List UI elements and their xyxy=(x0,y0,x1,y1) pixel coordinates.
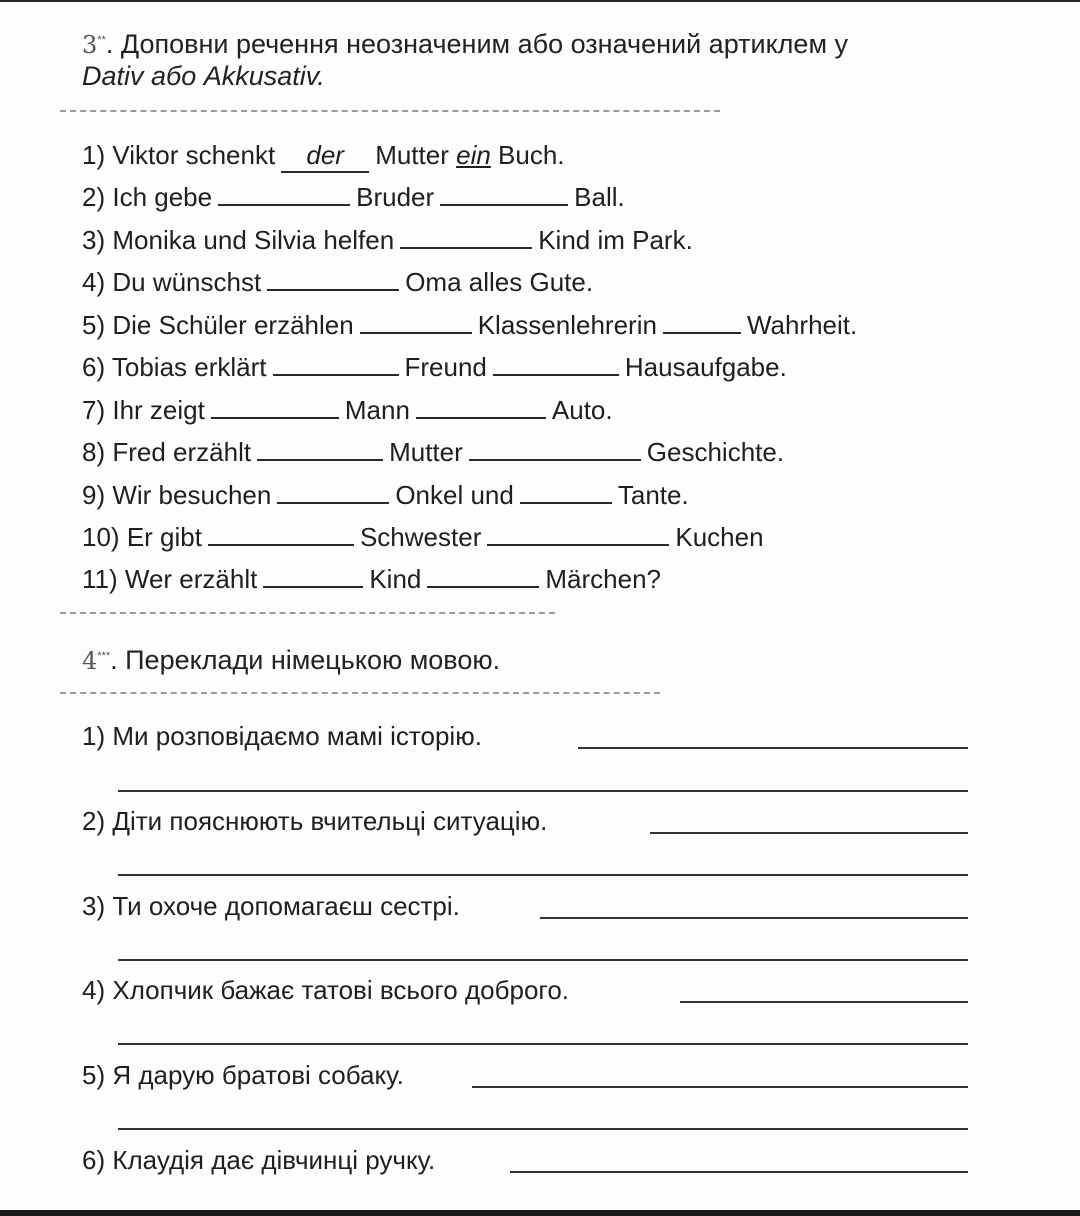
answer-line[interactable] xyxy=(540,917,968,919)
task3-item-1: 1) Viktor schenkt der Mutter ein Buch. xyxy=(82,139,565,173)
answer-blank[interactable] xyxy=(211,395,339,419)
answer-blank[interactable] xyxy=(520,480,612,504)
task4-item-2: 2) Діти пояснюють вчительці ситуацію. xyxy=(82,806,548,836)
answer-blank[interactable] xyxy=(400,225,532,249)
answer-blank[interactable] xyxy=(416,395,546,419)
answer-line[interactable] xyxy=(472,1086,968,1088)
task3-item-7: 7) Ihr zeigt Mann Auto. xyxy=(82,395,613,425)
scan-top-edge xyxy=(0,0,1080,2)
task3-item-6: 6) Tobias erklärt Freund Hausaufgabe. xyxy=(82,352,787,382)
task4-item-6: 6) Клаудія дає дівчинці ручку. xyxy=(82,1145,436,1175)
task4-item-1: 1) Ми розповідаємо мамі історію. xyxy=(82,721,482,751)
answer-line[interactable] xyxy=(578,747,968,749)
answer-blank[interactable] xyxy=(427,564,539,588)
answer-blank[interactable] xyxy=(493,352,619,376)
divider xyxy=(60,612,555,614)
task3-item-10: 10) Er gibt Schwester Kuchen xyxy=(82,522,764,552)
divider xyxy=(60,110,720,112)
task4-instruction: Переклади німецькою мовою. xyxy=(125,645,501,675)
answer-line[interactable] xyxy=(118,790,968,792)
answer-line[interactable] xyxy=(118,1043,968,1045)
answer-blank[interactable] xyxy=(257,437,383,461)
task3-item-5: 5) Die Schüler erzählen Klassenlehrerin Wahrheit. xyxy=(82,310,858,340)
answer-blank[interactable]: der xyxy=(281,139,369,173)
answer-line[interactable] xyxy=(680,1001,968,1003)
task3-number: 3 xyxy=(82,31,98,59)
answer-line[interactable] xyxy=(118,959,968,961)
answer-blank[interactable] xyxy=(208,522,354,546)
answer-filled[interactable]: ein xyxy=(456,140,491,170)
answer-line[interactable] xyxy=(650,832,968,834)
task4-item-3: 3) Ти охоче допомагаєш сестрі. xyxy=(82,891,460,921)
task4-heading: 4***. Переклади німецькою мовою. xyxy=(82,645,501,675)
task4-item-4: 4) Хлопчик бажає татові всього доброго. xyxy=(82,975,570,1005)
answer-line[interactable] xyxy=(510,1171,968,1173)
task3-instruction-line2: Dativ або Akkusativ. xyxy=(82,61,325,91)
answer-blank[interactable] xyxy=(360,310,472,334)
scan-bottom-edge xyxy=(0,1210,1080,1216)
answer-line[interactable] xyxy=(118,874,968,876)
task3-difficulty-marks: ** xyxy=(97,34,106,46)
answer-blank[interactable] xyxy=(487,522,669,546)
divider xyxy=(60,692,660,694)
answer-blank[interactable] xyxy=(218,182,350,206)
task4-item-5: 5) Я дарую братові собаку. xyxy=(82,1060,404,1090)
answer-line[interactable] xyxy=(118,1128,968,1130)
task4-number: 4 xyxy=(82,647,98,675)
task3-item-8: 8) Fred erzählt Mutter Geschichte. xyxy=(82,437,785,467)
task3-instruction-line1: Доповни речення неозначеним або означений артиклем у xyxy=(120,29,849,59)
task3-item-4: 4) Du wünschst Oma alles Gute. xyxy=(82,267,594,297)
answer-blank[interactable] xyxy=(663,310,741,334)
task3-item-2: 2) Ich gebe Bruder Ball. xyxy=(82,182,625,212)
answer-blank[interactable] xyxy=(277,480,389,504)
answer-blank[interactable] xyxy=(273,352,399,376)
answer-blank[interactable] xyxy=(267,267,399,291)
answer-blank[interactable] xyxy=(440,182,568,206)
task3-heading: 3**. Доповни речення неозначеним або означений артиклем у xyxy=(82,29,849,59)
task4-difficulty-marks: *** xyxy=(97,650,111,662)
answer-blank[interactable] xyxy=(263,564,363,588)
task3-item-3: 3) Monika und Silvia helfen Kind im Park. xyxy=(82,225,693,255)
answer-blank[interactable] xyxy=(469,437,641,461)
task3-item-11: 11) Wer erzählt Kind Märchen? xyxy=(82,564,662,594)
task3-item-9: 9) Wir besuchen Onkel und Tante. xyxy=(82,480,689,510)
